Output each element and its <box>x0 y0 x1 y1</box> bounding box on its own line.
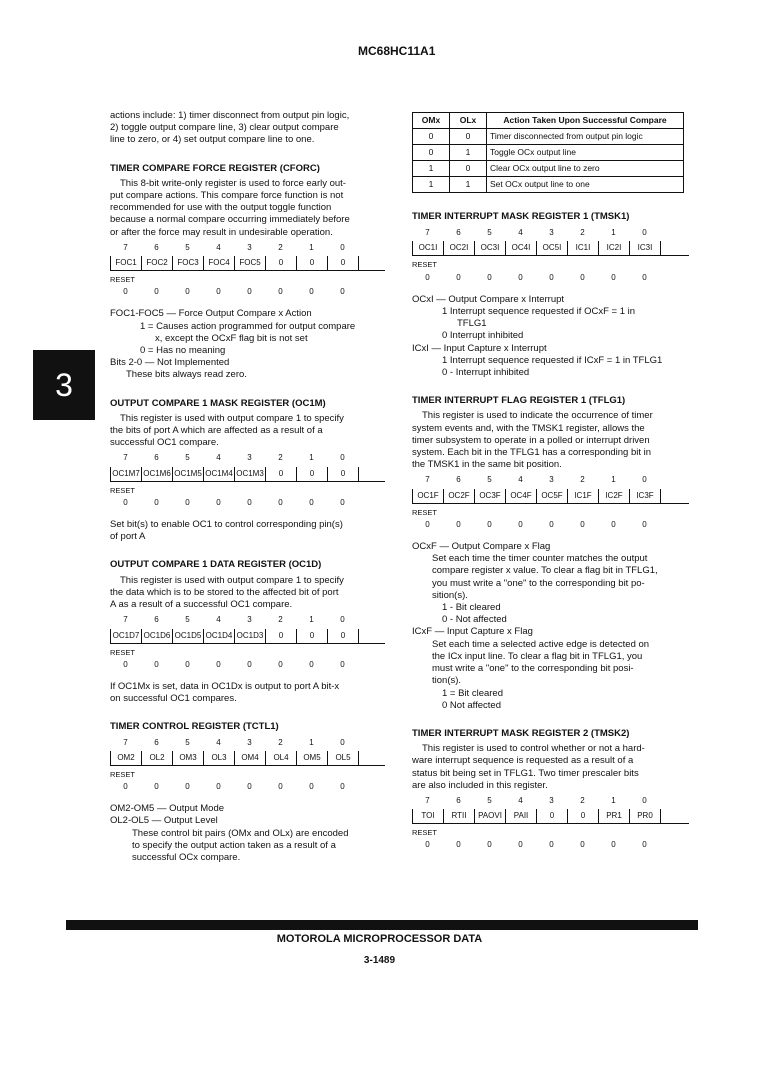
reset-value: 0 <box>580 519 585 529</box>
desc-line: These control bit pairs (OMx and OLx) are encoded <box>132 827 349 839</box>
register-bit: OC4F <box>505 489 536 503</box>
body-line: the bits of port A which are affected as a result of a <box>110 425 323 437</box>
register-bit: OC1D4 <box>203 629 234 643</box>
bit-number: 5 <box>185 737 190 747</box>
reset-value: 0 <box>456 519 461 529</box>
register-bit: 0 <box>296 629 327 643</box>
tctl1-heading: TIMER CONTROL REGISTER (TCTL1) <box>110 721 279 733</box>
register-bit: OC5F <box>536 489 567 503</box>
bit-number: 7 <box>123 615 128 625</box>
bit-number: 2 <box>580 475 585 485</box>
reset-value: 0 <box>611 272 616 282</box>
bit-number: 7 <box>425 475 430 485</box>
register-bit: OL4 <box>265 751 296 765</box>
register-bit: IC2I <box>598 241 629 255</box>
footer-publication: MOTOROLA MICROPROCESSOR DATA <box>276 933 483 945</box>
reset-value: 0 <box>247 781 252 791</box>
register-bit: OL2 <box>141 751 172 765</box>
bit-number: 3 <box>247 737 252 747</box>
table-cell: Timer disconnected from output pin logic <box>487 129 684 145</box>
reset-value: 0 <box>278 287 283 297</box>
table-cell: 1 <box>413 177 450 193</box>
bit-number: 1 <box>309 737 314 747</box>
desc-line: TFLG1 <box>457 318 487 330</box>
reset-values <box>412 519 689 531</box>
reset-label: RESET <box>110 275 136 285</box>
reset-value: 0 <box>123 497 128 507</box>
register-cells <box>412 489 689 504</box>
register-bit: 0 <box>265 256 296 270</box>
reset-values <box>412 272 689 284</box>
bit-numbers <box>110 452 385 464</box>
desc-line: OCxI — Output Compare x Interrupt <box>412 293 565 305</box>
bit-number: 0 <box>642 795 647 805</box>
reset-value: 0 <box>185 497 190 507</box>
desc-line: OL2-OL5 — Output Level <box>110 815 218 827</box>
body-line: timer subsystem to operate in a polled or interrupt driven <box>412 434 650 446</box>
body-line: the TMSK1 in the same bit position. <box>412 459 562 471</box>
body-line: This register is used to control whether or not a hard- <box>422 743 645 755</box>
reset-value: 0 <box>340 497 345 507</box>
column-header: OLx <box>450 113 487 129</box>
body-line: A as a result of a successful OC1 compare. <box>110 599 293 611</box>
register-bit: 0 <box>296 467 327 481</box>
desc-line: Set each time the timer counter matches the output <box>432 553 648 565</box>
left-column <box>110 110 385 864</box>
table-cell: 1 <box>450 145 487 161</box>
bit-number: 1 <box>611 228 616 238</box>
desc-line: Set each time a selected active edge is detected on <box>432 638 650 650</box>
tmsk1-register <box>412 227 689 284</box>
table-cell: 1 <box>413 161 450 177</box>
reset-value: 0 <box>580 272 585 282</box>
tflg1-heading: TIMER INTERRUPT FLAG REGISTER 1 (TFLG1) <box>412 395 626 407</box>
bit-number: 5 <box>185 242 190 252</box>
table-cell: Set OCx output line to one <box>487 177 684 193</box>
reset-value: 0 <box>216 287 221 297</box>
page-number: 3-1489 <box>363 955 396 966</box>
reset-value: 0 <box>642 840 647 850</box>
bit-number: 6 <box>456 228 461 238</box>
bit-number: 0 <box>340 615 345 625</box>
reset-value: 0 <box>247 659 252 669</box>
reset-label: RESET <box>412 828 438 838</box>
bit-number: 1 <box>309 242 314 252</box>
bit-number: 4 <box>518 795 523 805</box>
bit-number: 4 <box>216 615 221 625</box>
register-bit: PAOVI <box>474 809 505 823</box>
reset-value: 0 <box>247 497 252 507</box>
reset-value: 0 <box>185 659 190 669</box>
bit-numbers <box>110 614 385 626</box>
reset-value: 0 <box>340 781 345 791</box>
register-cells <box>412 809 689 824</box>
reset-value: 0 <box>123 287 128 297</box>
register-bit: OL3 <box>203 751 234 765</box>
tmsk1-heading: TIMER INTERRUPT MASK REGISTER 1 (TMSK1) <box>412 211 630 222</box>
bit-numbers <box>412 227 689 239</box>
desc-line: compare register x value. To clear a flag bit in TFLG1, <box>432 565 658 577</box>
desc-line: 1 - Bit cleared <box>442 602 501 614</box>
bit-number: 3 <box>549 475 554 485</box>
desc-line: of port A <box>110 531 146 543</box>
bit-numbers <box>412 474 689 486</box>
reset-value: 0 <box>278 781 283 791</box>
bit-number: 4 <box>518 228 523 238</box>
body-line: put compare actions. This compare force function is not <box>110 190 344 202</box>
bit-number: 6 <box>154 453 159 463</box>
register-bit: OC1F <box>412 489 443 503</box>
register-bit: IC1I <box>567 241 598 255</box>
reset-values <box>412 839 689 851</box>
desc-line: on successful OC1 compares. <box>110 693 237 705</box>
desc-line: 0 = Has no meaning <box>140 345 226 357</box>
reset-value: 0 <box>278 497 283 507</box>
bit-number: 5 <box>185 615 190 625</box>
register-bit: 0 <box>536 809 567 823</box>
output-action-table <box>412 112 684 193</box>
register-bit: 0 <box>296 256 327 270</box>
register-bit: OC1M4 <box>203 467 234 481</box>
register-cells <box>110 751 385 766</box>
register-bit: OC5I <box>536 241 567 255</box>
register-bit: OL5 <box>327 751 359 765</box>
reset-value: 0 <box>549 840 554 850</box>
bit-number: 6 <box>154 615 159 625</box>
desc-line: ICxI — Input Capture x Interrupt <box>412 342 547 354</box>
register-bit: OM2 <box>110 751 141 765</box>
desc-line: If OC1Mx is set, data in OC1Dx is output to port A bit-x <box>110 680 340 692</box>
reset-values <box>110 659 385 671</box>
reset-value: 0 <box>247 287 252 297</box>
desc-line: 1 = Causes action programmed for output compare <box>140 320 356 332</box>
reset-value: 0 <box>309 781 314 791</box>
column-header: Action Taken Upon Successful Compare <box>487 113 684 129</box>
table-row <box>413 161 684 177</box>
reset-value: 0 <box>216 497 221 507</box>
body-line: the data which is to be stored to the affected bit of port <box>110 586 339 598</box>
reset-value: 0 <box>487 272 492 282</box>
register-bit: FOC5 <box>234 256 265 270</box>
reset-value: 0 <box>425 272 430 282</box>
register-bit: PAII <box>505 809 536 823</box>
bit-number: 3 <box>247 453 252 463</box>
bit-number: 0 <box>340 737 345 747</box>
footer-rule <box>66 920 698 930</box>
reset-value: 0 <box>340 659 345 669</box>
register-bit: OM5 <box>296 751 327 765</box>
register-bit: 0 <box>327 629 359 643</box>
register-bit: OC3I <box>474 241 505 255</box>
oc1m-heading: OUTPUT COMPARE 1 MASK REGISTER (OC1M) <box>110 397 326 409</box>
register-bit: IC1F <box>567 489 598 503</box>
table-cell: 0 <box>450 129 487 145</box>
desc-line: 0 - Interrupt inhibited <box>442 367 530 379</box>
table-cell: 0 <box>413 145 450 161</box>
table-cell: 0 <box>450 161 487 177</box>
desc-line: OM2-OM5 — Output Mode <box>110 803 225 815</box>
reset-label: RESET <box>412 507 438 517</box>
bit-number: 3 <box>549 228 554 238</box>
bit-number: 2 <box>580 228 585 238</box>
reset-value: 0 <box>456 272 461 282</box>
bit-number: 7 <box>425 228 430 238</box>
bit-number: 1 <box>611 475 616 485</box>
register-cells <box>412 241 689 256</box>
oc1d-register <box>110 614 385 671</box>
register-bit: OC3F <box>474 489 505 503</box>
reset-value: 0 <box>309 497 314 507</box>
desc-line: successful OCx compare. <box>132 851 241 863</box>
register-cells <box>110 467 385 482</box>
reset-value: 0 <box>580 840 585 850</box>
desc-line: These bits always read zero. <box>126 369 247 381</box>
bit-number: 7 <box>123 242 128 252</box>
desc-line: Bits 2-0 — Not Implemented <box>110 357 230 369</box>
reset-value: 0 <box>549 272 554 282</box>
reset-value: 0 <box>518 840 523 850</box>
register-bit: OC1M5 <box>172 467 203 481</box>
register-bit: OC2F <box>443 489 474 503</box>
desc-line: 1 Interrupt sequence requested if ICxF = 1 in TFLG1 <box>442 354 663 366</box>
section-tab: 3 <box>33 350 95 420</box>
register-bit: FOC3 <box>172 256 203 270</box>
bit-number: 3 <box>549 795 554 805</box>
table-cell: 0 <box>413 129 450 145</box>
body-line: This register is used with output compare 1 to specify <box>120 412 344 424</box>
register-bit: OC1D3 <box>234 629 265 643</box>
body-line: ware interrupt sequence is requested as a result of a <box>412 755 634 767</box>
register-bit: PR0 <box>629 809 661 823</box>
bit-number: 2 <box>278 453 283 463</box>
desc-line: 0 Interrupt inhibited <box>442 330 524 342</box>
reset-value: 0 <box>487 519 492 529</box>
desc-line: 0 Not affected <box>442 699 501 711</box>
page-header-title: MC68HC11A1 <box>358 44 436 58</box>
reset-value: 0 <box>154 287 159 297</box>
register-bit: OC1D6 <box>141 629 172 643</box>
body-line: recommended for use with the output toggle function <box>110 202 332 214</box>
register-bit: 0 <box>265 467 296 481</box>
desc-line: Set bit(s) to enable OC1 to control corresponding pin(s) <box>110 519 343 531</box>
register-bit: 0 <box>265 629 296 643</box>
body-line: This register is used to indicate the occurrence of timer <box>422 410 653 422</box>
body-line: This 8-bit write-only register is used to force early out- <box>120 177 346 189</box>
bit-number: 6 <box>154 737 159 747</box>
bit-number: 0 <box>642 475 647 485</box>
body-line: because a normal compare occurring immediately before <box>110 214 350 226</box>
desc-line: ICxF — Input Capture x Flag <box>412 626 533 638</box>
body-line: system events and, with the TMSK1 register, allows the <box>412 422 645 434</box>
reset-label: RESET <box>110 769 136 779</box>
register-bit: IC2F <box>598 489 629 503</box>
bit-numbers <box>412 795 689 807</box>
bit-number: 4 <box>216 737 221 747</box>
reset-value: 0 <box>154 659 159 669</box>
reset-value: 0 <box>518 519 523 529</box>
register-bit: 0 <box>327 256 359 270</box>
register-bit: TOI <box>412 809 443 823</box>
reset-value: 0 <box>309 287 314 297</box>
reset-value: 0 <box>642 519 647 529</box>
desc-line: 1 = Bit cleared <box>442 687 503 699</box>
bit-number: 5 <box>185 453 190 463</box>
reset-value: 0 <box>549 519 554 529</box>
bit-number: 6 <box>154 242 159 252</box>
bit-number: 0 <box>340 453 345 463</box>
reset-label: RESET <box>412 260 438 270</box>
body-line: status bit being set in TFLG1. Two timer prescaler bits <box>412 767 639 779</box>
desc-line: FOC1-FOC5 — Force Output Compare x Action <box>110 308 312 320</box>
register-bit: FOC4 <box>203 256 234 270</box>
bit-number: 5 <box>487 795 492 805</box>
bit-number: 4 <box>518 475 523 485</box>
body-line: This register is used with output compare 1 to specify <box>120 574 344 586</box>
reset-value: 0 <box>518 272 523 282</box>
reset-value: 0 <box>340 287 345 297</box>
table-header-row <box>413 113 684 129</box>
bit-number: 6 <box>456 475 461 485</box>
desc-line: OCxF — Output Compare x Flag <box>412 541 551 553</box>
oc1m-register <box>110 452 385 509</box>
reset-value: 0 <box>456 840 461 850</box>
tmsk2-heading: TIMER INTERRUPT MASK REGISTER 2 (TMSK2) <box>412 727 630 739</box>
reset-value: 0 <box>611 840 616 850</box>
reset-values <box>110 497 385 509</box>
column-header: OMx <box>413 113 450 129</box>
desc-line: 0 - Not affected <box>442 614 507 626</box>
desc-line: to specify the output action taken as a result of a <box>132 839 336 851</box>
register-bit: OC1M3 <box>234 467 265 481</box>
register-bit: 0 <box>567 809 598 823</box>
reset-value: 0 <box>425 519 430 529</box>
bit-number: 5 <box>487 475 492 485</box>
desc-line: must write a "one" to the corresponding bit posi- <box>432 663 634 675</box>
bit-number: 0 <box>340 242 345 252</box>
reset-value: 0 <box>611 519 616 529</box>
table-cell: Toggle OCx output line <box>487 145 684 161</box>
bit-number: 2 <box>580 795 585 805</box>
body-line: system. Each bit in the TFLG1 has a corresponding bit in <box>412 447 652 459</box>
bit-number: 2 <box>278 737 283 747</box>
right-column <box>412 112 689 852</box>
intro-line: line to zero, or 4) set output compare line to one. <box>110 134 315 146</box>
desc-line: x, except the OCxF flag bit is not set <box>155 332 308 344</box>
reset-label: RESET <box>110 485 136 495</box>
bit-numbers <box>110 737 385 749</box>
reset-value: 0 <box>185 287 190 297</box>
cforc-register <box>110 242 385 299</box>
desc-line: the ICx input line. To clear a flag bit in TFLG1, you <box>432 650 643 662</box>
register-bit: OM4 <box>234 751 265 765</box>
register-bit: RTII <box>443 809 474 823</box>
desc-line: you must write a "one" to the corresponding bit po- <box>432 577 645 589</box>
body-line: are also included in this register. <box>412 779 548 791</box>
table-row <box>413 177 684 193</box>
body-line: or after the force may result in undesirable operation. <box>110 226 333 238</box>
register-bit: IC3F <box>629 489 661 503</box>
register-bit: OC1D5 <box>172 629 203 643</box>
reset-values <box>110 781 385 793</box>
bit-number: 7 <box>425 795 430 805</box>
reset-value: 0 <box>642 272 647 282</box>
register-bit: FOC2 <box>141 256 172 270</box>
tflg1-register <box>412 474 689 531</box>
bit-number: 0 <box>642 228 647 238</box>
register-bit: FOC1 <box>110 256 141 270</box>
register-bit: OC2I <box>443 241 474 255</box>
desc-line: tion(s). <box>432 675 462 687</box>
reset-value: 0 <box>216 781 221 791</box>
reset-value: 0 <box>309 659 314 669</box>
register-cells <box>110 256 385 271</box>
bit-number: 4 <box>216 242 221 252</box>
bit-number: 3 <box>247 242 252 252</box>
body-line: successful OC1 compare. <box>110 437 219 449</box>
register-bit: OC1I <box>412 241 443 255</box>
bit-number: 2 <box>278 242 283 252</box>
reset-value: 0 <box>487 840 492 850</box>
desc-line: sition(s). <box>432 589 468 601</box>
table-row <box>413 129 684 145</box>
cforc-heading: TIMER COMPARE FORCE REGISTER (CFORC) <box>110 162 320 174</box>
register-bit: OC1M6 <box>141 467 172 481</box>
reset-value: 0 <box>123 659 128 669</box>
bit-number: 4 <box>216 453 221 463</box>
bit-number: 7 <box>123 453 128 463</box>
bit-numbers <box>110 242 385 254</box>
reset-value: 0 <box>154 497 159 507</box>
register-bit: OC1D7 <box>110 629 141 643</box>
register-bit: OC4I <box>505 241 536 255</box>
bit-number: 5 <box>487 228 492 238</box>
reset-value: 0 <box>123 781 128 791</box>
bit-number: 1 <box>611 795 616 805</box>
reset-value: 0 <box>216 659 221 669</box>
register-bit: PR1 <box>598 809 629 823</box>
reset-value: 0 <box>278 659 283 669</box>
bit-number: 1 <box>309 615 314 625</box>
bit-number: 1 <box>309 453 314 463</box>
oc1d-heading: OUTPUT COMPARE 1 DATA REGISTER (OC1D) <box>110 559 322 571</box>
tctl1-register <box>110 737 385 794</box>
register-bit: OC1M7 <box>110 467 141 481</box>
reset-value: 0 <box>185 781 190 791</box>
register-bit: 0 <box>327 467 359 481</box>
register-bit: OM3 <box>172 751 203 765</box>
table-cell: Clear OCx output line to zero <box>487 161 684 177</box>
reset-value: 0 <box>425 840 430 850</box>
register-cells <box>110 629 385 644</box>
table-row <box>413 145 684 161</box>
bit-number: 3 <box>247 615 252 625</box>
reset-value: 0 <box>154 781 159 791</box>
desc-line: 1 Interrupt sequence requested if OCxF = 1 in <box>442 306 636 318</box>
intro-line: actions include: 1) timer disconnect from output pin logic, <box>110 110 350 121</box>
intro-line: 2) toggle output compare line, 3) clear output compare <box>110 122 339 134</box>
bit-number: 7 <box>123 737 128 747</box>
tmsk2-register <box>412 795 689 852</box>
table-cell: 1 <box>450 177 487 193</box>
register-bit: IC3I <box>629 241 661 255</box>
reset-label: RESET <box>110 647 136 657</box>
bit-number: 2 <box>278 615 283 625</box>
reset-values <box>110 286 385 298</box>
bit-number: 6 <box>456 795 461 805</box>
